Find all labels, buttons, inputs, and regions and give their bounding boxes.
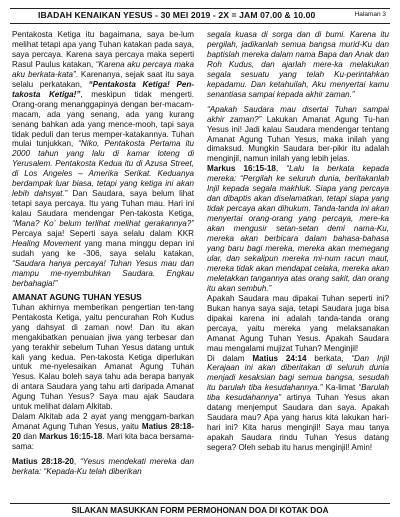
quote: “Yesus mendekati mereka dan berkata: “Kepada-Ku telah diberikan xyxy=(12,457,194,476)
paragraph xyxy=(12,457,194,477)
right-column xyxy=(207,30,389,500)
text: , xyxy=(275,164,287,174)
text: , meskipun tidak mengerti. Orang-orang menanggapinya dengan ber-macam-macam, ada yang senang, ada yang kurang senang bahkan ada yang mence-mooh, tapi saya tidak peduli dan terus memper-katakannya. Tuhan mulai tunjukkan, xyxy=(12,89,194,149)
paragraph xyxy=(207,354,389,454)
quote: “Lalu Ia berkata kepada mereka: “Pergilah ke seluruh dunia, beritakanlah Injil kepada segala makhluk. Siapa yang percaya dan dibaptis akan diselamatkan, tetapi siapa yang tidak percaya akan dihukum. Tanda-tanda ini akan menyertai orang-orang yang percaya, mere-ka akan mengusir setan-setan demi nama-Ku, mereka akan berbicara dalam bahasa-bahasa yang baru bagi mereka, mereka akan memegang ular, dan sekalipun mereka mi-num racun maut, mereka tidak akan mendapat celaka, mereka akan meletakkan tangannya atas orang sakit, dan orang itu akan sembuh.” xyxy=(207,164,389,293)
text: Percaya saja! Seperti saya selalu dalam KKR xyxy=(12,229,194,239)
paragraph xyxy=(12,30,194,289)
text: Ka-limat xyxy=(322,383,359,393)
header-title: IBADAH KENAIKAN YESUS - 30 MEI 2019 - 2X = JAM 07.00 & 10.00 xyxy=(38,10,316,20)
text: . Karenanya, sejak saat itu saya selalu perkatakan, xyxy=(12,69,194,89)
event-name: Healing Movement xyxy=(12,239,81,249)
text: yang mana minggu depan ini sudah yang ke -306, saya selalu katakan, xyxy=(12,239,194,258)
quote: “Apakah Saudara mau disertai Tuhan sampai akhir zaman?” xyxy=(207,104,389,124)
scripture-ref: Matius 28:18-20 xyxy=(12,422,194,442)
quote: “Saudara hanya percaya! Tuhan Yesus mau dan mampu me-nyembuhkan Saudara. Engkau berbahagia!” xyxy=(12,258,194,288)
quote: “Dan Injil Kerajaan ini akan diberitakan di seluruh dunia menjadi kesaksian bagi semua bangsa, sesudah itu barulah tiba kesudahannya.” xyxy=(207,353,389,393)
paragraph xyxy=(207,30,389,100)
scripture-ref: Markus 16:15-18 xyxy=(39,432,103,442)
text: Lakukan Amanat Agung Tu-han Yesus ini! Jadi kalau Saudara mendengar tentang Amanat Agung Tuhan Yesus, maka inilah yang dimaksud. Mungkin Saudara ber-pikir itu adalah menginjil, namun inilah yang lebih jelas. xyxy=(207,114,389,164)
page-header xyxy=(10,8,390,24)
paragraph xyxy=(207,164,389,293)
text: Di dalam xyxy=(207,353,253,363)
scripture-ref: Markus 16:15-18 xyxy=(207,164,276,174)
text: dan xyxy=(21,432,40,442)
text: berkata, xyxy=(306,353,352,363)
quote: “Barulah tiba kesudahannya” xyxy=(207,383,389,403)
page-footer: SILAKAN MASUKKAN FORM PERMOHONAN DOA DI KOTAK DOA xyxy=(10,503,390,516)
scripture-ref: Matius 28:18-20 xyxy=(12,457,74,467)
text: Dan Saudara, saya belum lihat tetapi saya percaya. Itu yang Tuhan mau. Hari ini kalau Saudara mendengar Pen-takosta Ketiga, xyxy=(12,189,194,219)
quote: “Niko, Pentakosta Pertama itu 2000 tahun yang lalu di kamar loteng di Yerusalem. Pentakosta Kedua itu di Azusa Street, di Los Angeles – Amerika Serikat. Keduanya berdampak luar biasa, tetapi yang ketiga ini akan lebih dahsyat.” xyxy=(12,139,194,199)
text: artinya Tuhan Yesus akan datang menjemput Saudara dan saya. Apakah Saudara mau? Apa yang harus kita lakukan hari-hari ini? Kita harus menginjil! Saya mau tanya apakah Saudara rindu Tuhan Yesus datang segera? Oleh sebab itu harus menginjil! Amin! xyxy=(207,393,389,453)
text: . Mari kita baca bersama-sama: xyxy=(12,432,194,452)
quote: segala kuasa di sorga dan di bumi. Karena itu pergilah, jadikanlah semua bangsa murid-Ku dan baptislah mereka dalam nama Bapa dan Anak dan Roh Kudus, dan ajarlah mere-ka melakukan segala sesuatu yang telah Ku-perintahkan kepadamu. Dan ketahuilah, Aku menyertai kamu senantiasa sampai kepada akhir zaman.” xyxy=(207,30,389,99)
paragraph xyxy=(12,412,194,452)
text: , xyxy=(73,457,80,467)
paragraph: Apakah Saudara mau dipakai Tuhan seperti ini? Bukan hanya saya saja, tetapi Saudara juga bisa dipakai karena ini adalah tanda-tanda orang percaya, yaitu mereka yang melaksanakan Amanat Agung Tuhan Yesus. Apakah Saudara mau mengalami mujizat Tuhan? Menginjil! xyxy=(207,293,389,353)
quote: “Karena aku percaya maka aku berkata-kata” xyxy=(12,59,194,79)
text: Pentakosta Ketiga itu bagaimana, saya be-lum melihat tetapi apa yang Tuhan katakan pada saya, saya percaya. Karena saya percaya maka seperti Rasul Paulus katakan, xyxy=(12,30,194,69)
page-number: Halaman 3 xyxy=(354,11,386,18)
left-column xyxy=(12,30,194,500)
text: Dalam Alkitab ada 2 ayat yang menggam-barkan Amanat Agung Tuhan Yesus, yaitu xyxy=(12,412,194,432)
paragraph: Tuhan akhirnya memberikan pengertian ten-tang Pentakosta Ketiga, yaitu pencurahan Roh Kudus yang dahsyat di zaman now! Dan itu akan mengakibatkan penuaian jiwa yang terbesar dan yang terakhir sebelum Tuhan Yesus datang untuk kali yang kedua. Pen-takosta Ketiga diperlukan untuk me-nyelesaikan Amanat Agung Tuhan Yesus. Kalau boleh saya tahu ada berapa banyak di antara Saudara yang tahu arti daripada Amanat Agung Tuhan Yesus? Saya mau ajak Saudara untuk melihat dalam Alkitab. xyxy=(12,302,194,412)
scripture-ref: Matius 24:14 xyxy=(252,353,307,363)
emphasis-quote: “Pentakosta Ketiga! Pen-takosta Ketiga!” xyxy=(12,79,194,99)
quote: “Mana? Ko’ belum terlihat melihat gerakannya?” xyxy=(12,219,194,229)
section-heading: AMANAT AGUNG TUHAN YESUS xyxy=(12,291,142,302)
paragraph xyxy=(207,105,389,165)
